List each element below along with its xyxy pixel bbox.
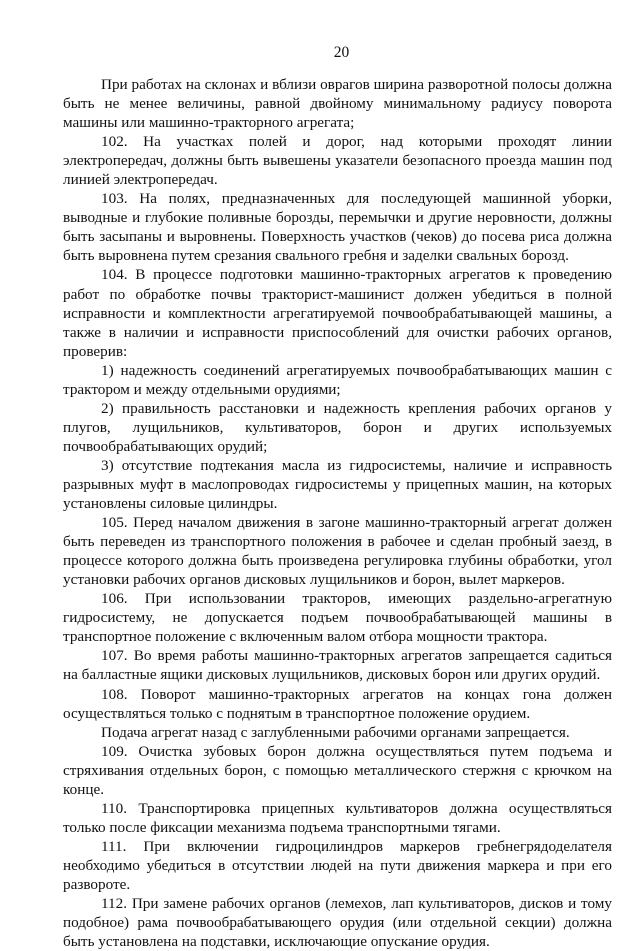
paragraph-104-item-2: 2) правильность расстановки и надежность крепления рабочих органов у плугов, лущильников, культиваторов, борон и других используемых почвообрабатывающих орудий; bbox=[63, 399, 612, 455]
paragraph-102: 102. На участках полей и дорог, над которыми проходят линии электропередач, должны быть вывешены указатели безопасного проезда машин под линией электропередач. bbox=[63, 133, 612, 189]
paragraph-103: 103. На полях, предназначенных для последующей машинной уборки, выводные и глубокие поливные борозды, перемычки и другие неровности, должны быть засыпаны и выровнены. Поверхность участков (чеков) до посева риса должна быть выровнена путем срезания свального гребня и заделки свальных борозд. bbox=[63, 190, 612, 265]
paragraph-104-item-1: 1) надежность соединений агрегатируемых почвообрабатывающих машин с трактором и между отдельными орудиями; bbox=[63, 361, 612, 398]
paragraph-107: 107. Во время работы машинно-тракторных агрегатов запрещается садиться на балластные ящики дисковых лущильников, дисковых борон или других орудий. bbox=[63, 647, 612, 684]
paragraph-110: 110. Транспортировка прицепных культиваторов должна осуществляться только после фиксации механизма подъема транспортными тягами. bbox=[63, 799, 612, 836]
paragraph-112: 112. При замене рабочих органов (лемехов, лап культиваторов, дисков и тому подобное) рама почвообрабатывающего орудия (или отдельной секции) должна быть установлена на подставки, исключающие опускание орудия. bbox=[63, 895, 612, 951]
paragraph-104-item-3: 3) отсутствие подтекания масла из гидросистемы, наличие и исправность разрывных муфт в маслопроводах гидросистемы у прицепных машин, на которых установлены силовые цилиндры. bbox=[63, 456, 612, 513]
paragraph-106: 106. При использовании тракторов, имеющих раздельно-агрегатную гидросистему, не допускается подъем почвообрабатывающей машины в транспортное положение с включенным валом отбора мощности трактора. bbox=[63, 590, 612, 646]
paragraph-reverse-prohibition: Подача агрегат назад с заглубленными рабочими органами запрещается. bbox=[101, 723, 570, 741]
paragraph-111: 111. При включении гидроцилиндров маркеров гребнегрядоделателя необходимо убедиться в отсутствии людей на пути движения маркера и при его развороте. bbox=[63, 837, 612, 893]
paragraph-109: 109. Очистка зубовых борон должна осуществляться путем подъема и стряхивания отдельных борон, с помощью металлического стержня с крючком на конце. bbox=[63, 742, 612, 798]
paragraph-108: 108. Поворот машинно-тракторных агрегатов на концах гона должен осуществляться только с поднятым в транспортное положение орудием. bbox=[63, 685, 612, 722]
page-number: 20 bbox=[333, 44, 350, 61]
paragraph-105: 105. Перед началом движения в загоне машинно-тракторный агрегат должен быть переведен из транспортного положения в рабочее и сделан пробный заезд, в процессе которого должна быть произведена регулировка глубины обработки, угол установки рабочих органов дисковых лущильников и борон, вылет маркеров. bbox=[63, 514, 612, 589]
paragraph-slope-work: При работах на склонах и вблизи оврагов ширина разворотной полосы должна быть не менее величины, равной двойному минимальному радиусу поворота машины или машинно-тракторного агрегата; bbox=[63, 76, 612, 132]
paragraph-104: 104. В процессе подготовки машинно-тракторных агрегатов к проведению работ по обработке почвы тракторист-машинист должен убедиться в полной исправности и комплектности агрегатируемой почвообрабатывающей машины, а также в наличии и исправности приспособлений для очистки рабочих органов, проверив: bbox=[63, 266, 612, 360]
document-body bbox=[63, 75, 612, 951]
